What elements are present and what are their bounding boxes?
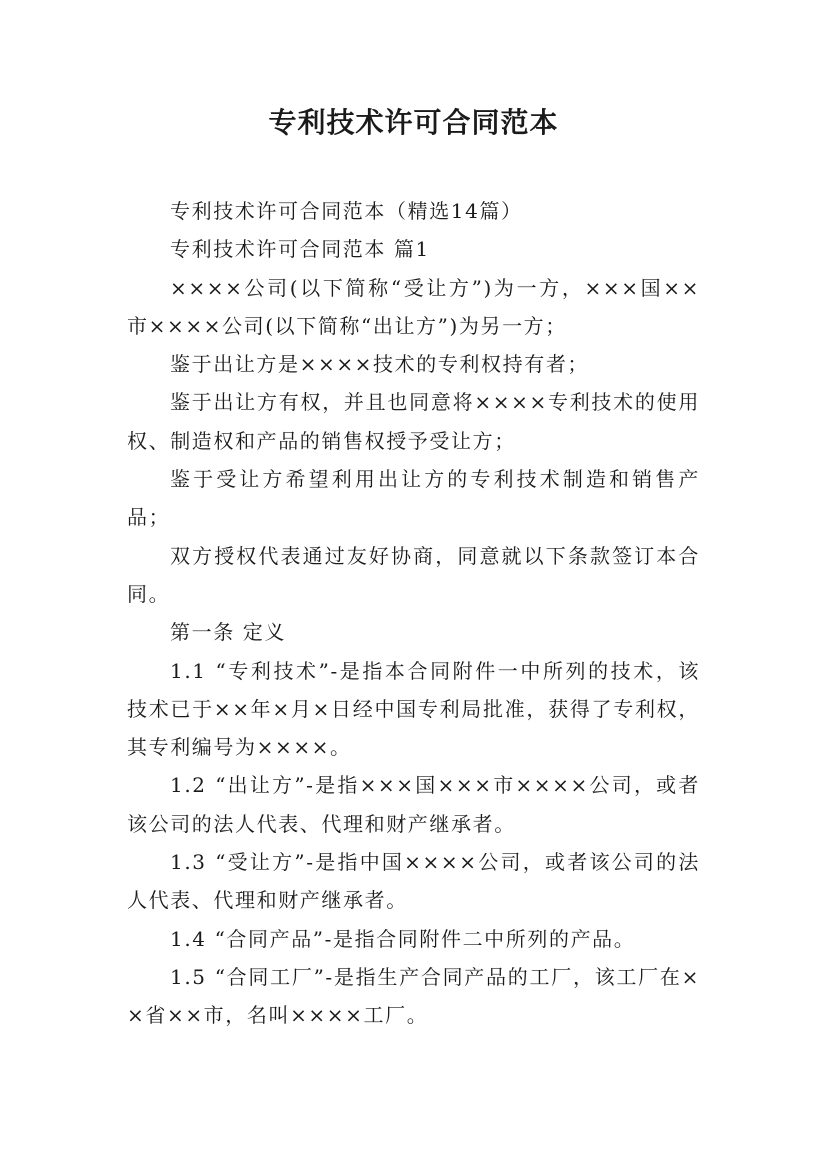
section-heading-definitions: 第一条 定义 — [170, 620, 286, 645]
clause-1-1: 1.1 “专利技术”-是指本合同附件一中所列的技术，该技术已于××年×月×日经中国专利局批准，获得了专利权，其专利编号为××××。 — [127, 658, 700, 760]
paragraph-whereas-1: 鉴于出让方是××××技术的专利权持有者； — [170, 352, 590, 377]
clause-1-5: 1.5 “合同工厂”-是指生产合同产品的工厂，该工厂在××省××市，名叫××××工厂。 — [127, 964, 700, 1028]
clause-1-2: 1.2 “出让方”-是指×××国×××市××××公司，或者该公司的法人代表、代理和财产继承者。 — [127, 773, 700, 836]
clause-1-3: 1.3 “受让方”-是指中国××××公司，或者该公司的法人代表、代理和财产继承者。 — [127, 850, 700, 913]
paragraph-parties: ××××公司(以下简称“受让方”)为一方，×××国××市××××公司(以下简称“出让方”)为另一方； — [127, 275, 700, 338]
paragraph-whereas-2: 鉴于出让方有权，并且也同意将××××专利技术的使用权、制造权和产品的销售权授予受让方； — [127, 390, 700, 453]
paragraph-article-heading: 专利技术许可合同范本 篇1 — [170, 237, 430, 262]
document-title: 专利技术许可合同范本 — [268, 106, 559, 139]
paragraph-collection-heading: 专利技术许可合同范本（精选14篇） — [170, 199, 523, 223]
document-body — [127, 192, 700, 1035]
clause-1-4: 1.4 “合同产品”-是指合同附件二中所列的产品。 — [170, 926, 636, 951]
paragraph-whereas-3: 鉴于受让方希望利用出让方的专利技术制造和销售产品； — [127, 467, 700, 530]
paragraph-agreement: 双方授权代表通过友好协商，同意就以下条款签订本合同。 — [127, 543, 700, 606]
